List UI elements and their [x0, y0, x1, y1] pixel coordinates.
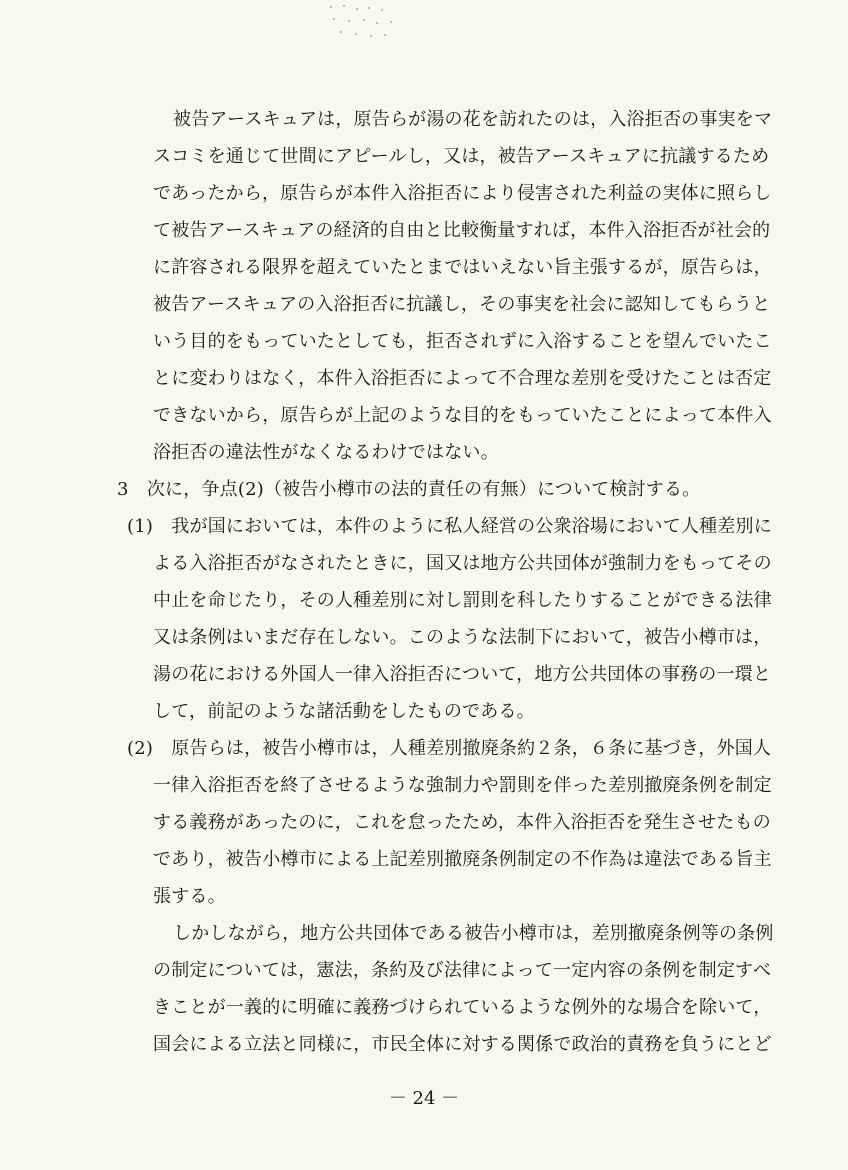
text-line-5: に許容される限界を超えていたとまではいえない旨主張するが，原告らは，: [153, 257, 772, 278]
text-line-6: 被告アースキュアの入浴拒否に抗議し，その事実を社会に認知してもらうと: [153, 294, 771, 315]
page-number: － 24 －: [388, 1088, 460, 1109]
paragraph-line-4: 国会による立法と同様に，市民全体に対する関係で政治的責務を負うにとど: [153, 1034, 772, 1055]
paragraph-line-3: きことが一義的に明確に義務づけられているような例外的な場合を除いて，: [153, 997, 772, 1018]
scan-marks: [318, 0, 408, 48]
item-2-line-1: (2) 原告らは，被告小樽市は，人種差別撤廃条約２条，６条に基づき，外国人: [127, 738, 772, 759]
item-2-line-4: であり，被告小樽市による上記差別撤廃条例制定の不作為は違法である旨主: [153, 849, 772, 870]
text-line-9: できないから，原告らが上記のような目的をもっていたことによって本件入: [153, 405, 772, 426]
item-1-line-6: して，前記のような諸活動をしたものである。: [153, 701, 535, 722]
text-line-1: 被告アースキュアは，原告らが湯の花を訪れたのは，入浴拒否の事実をマ: [173, 109, 773, 130]
text-line-8: とに変わりはなく，本件入浴拒否によって不合理な差別を受けたことは否定: [153, 368, 772, 389]
text-line-3: であったから，原告らが本件入浴拒否により侵害された利益の実体に照らし: [153, 183, 772, 204]
paragraph-line-1: しかしながら，地方公共団体である被告小樽市は，差別撤廃条例等の条例: [173, 923, 774, 944]
text-line-4: て被告アースキュアの経済的自由と比較衡量すれば，本件入浴拒否が社会的: [153, 220, 771, 241]
item-2-line-5: 張する。: [153, 886, 226, 907]
section-3-heading: 3 次に，争点(2)（被告小樽市の法的責任の有無）について検討する。: [117, 479, 701, 500]
text-line-10: 浴拒否の違法性がなくなるわけではない。: [153, 442, 499, 463]
item-2-line-2: 一律入浴拒否を終了させるような強制力や罰則を伴った差別撤廃条例を制定: [153, 775, 772, 796]
item-1-line-2: よる入浴拒否がなされたときに，国又は地方公共団体が強制力をもってその: [153, 553, 772, 574]
text-line-2: スコミを通じて世間にアピールし，又は，被告アースキュアに抗議するため: [153, 146, 770, 167]
paragraph-line-2: の制定については，憲法，条約及び法律によって一定内容の条例を制定すべ: [153, 960, 772, 981]
item-1-line-1: (1) 我が国においては，本件のように私人経営の公衆浴場において人種差別に: [127, 516, 772, 537]
item-1-line-5: 湯の花における外国人一律入浴拒否について，地方公共団体の事務の一環と: [153, 664, 772, 685]
item-2-line-3: する義務があったのに，これを怠ったため，本件入浴拒否を発生させたもの: [153, 812, 771, 833]
item-1-line-3: 中止を命じたり，その人種差別に対し罰則を科したりすることができる法律: [153, 590, 772, 611]
item-1-line-4: 又は条例はいまだ存在しない。このような法制下において，被告小樽市は，: [153, 627, 772, 648]
text-line-7: いう目的をもっていたとしても，拒否されずに入浴することを望んでいたこ: [153, 331, 772, 352]
